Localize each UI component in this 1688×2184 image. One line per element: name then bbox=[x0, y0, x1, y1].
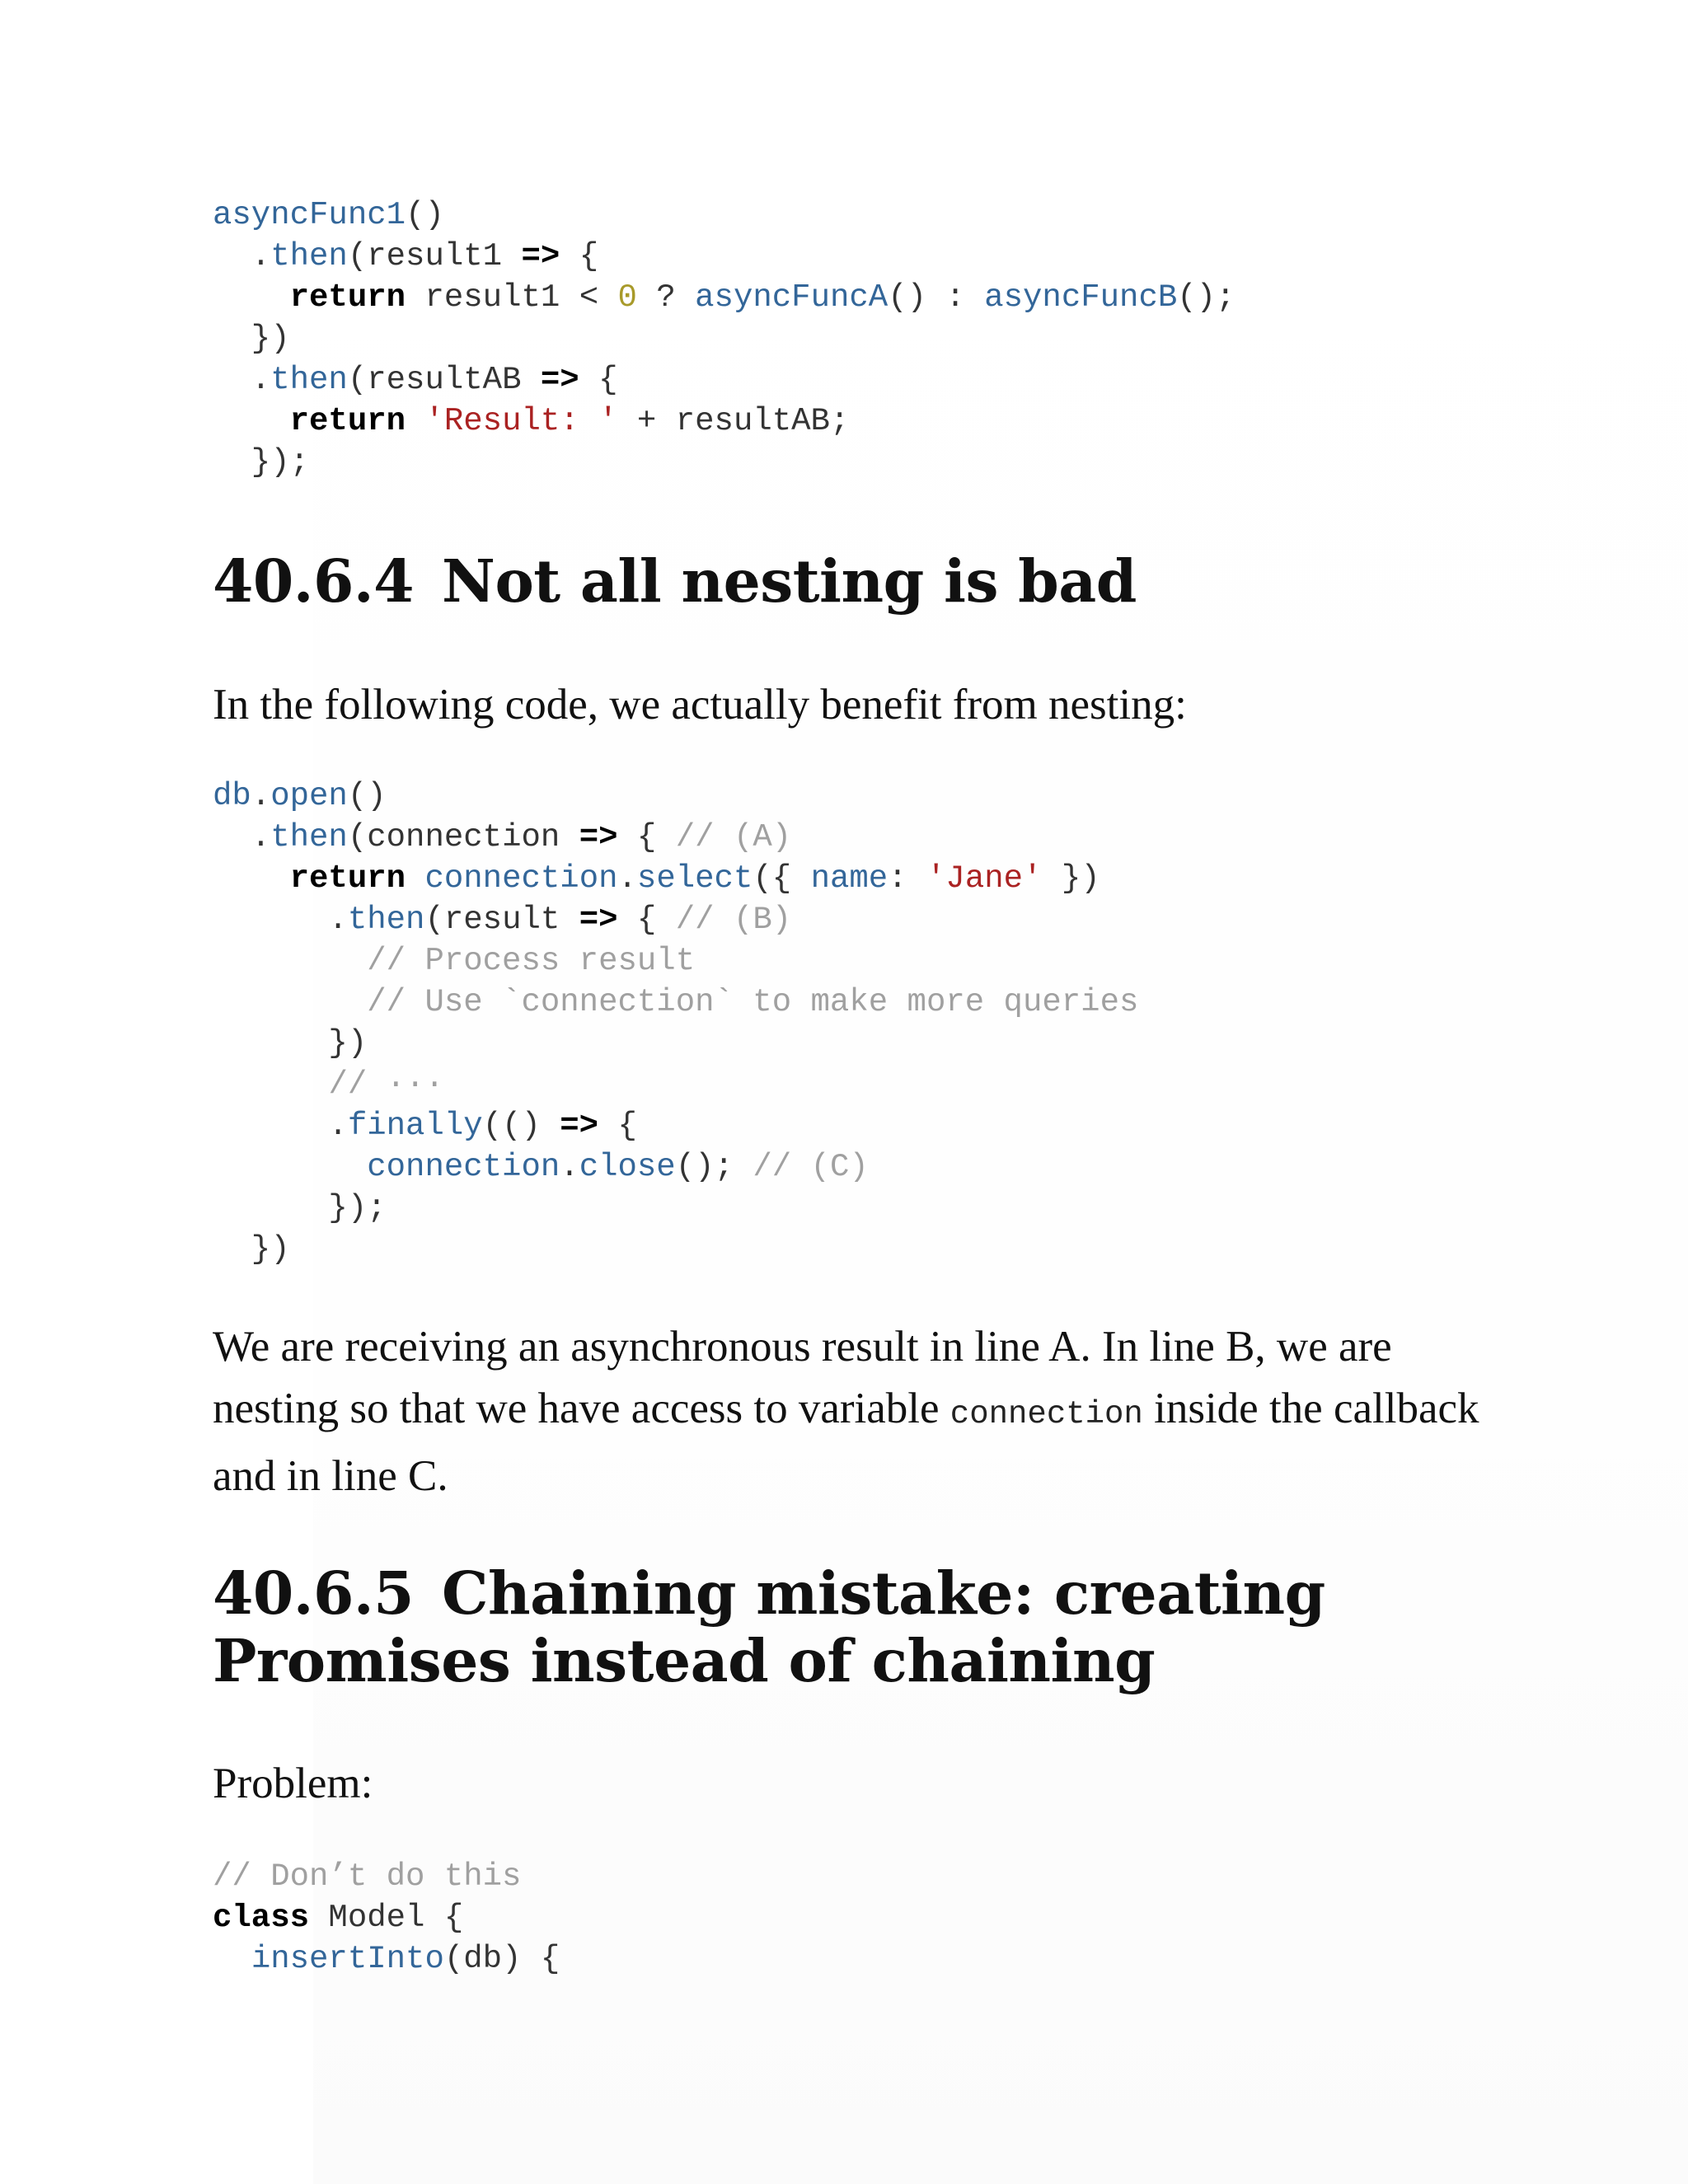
operator-token: => bbox=[560, 1108, 599, 1144]
identifier-token: connection bbox=[367, 1149, 560, 1185]
code-line bbox=[213, 318, 1235, 359]
plain-token: (); bbox=[1177, 279, 1236, 316]
comment-token: // Use `connection` to make more queries bbox=[367, 984, 1139, 1020]
inline-code-connection: connection bbox=[950, 1396, 1143, 1432]
plain-token: }) bbox=[213, 1025, 368, 1062]
plain-token: (resultAB bbox=[347, 362, 541, 398]
plain-token bbox=[213, 1149, 367, 1185]
plain-token: . bbox=[213, 238, 271, 274]
explanation-text-end: inside the callback and in line C. bbox=[213, 1385, 1479, 1500]
plain-token: Model { bbox=[309, 1900, 464, 1936]
code-block-async-chain bbox=[213, 194, 1235, 483]
code-line bbox=[213, 1856, 560, 1897]
string-token: 'Jane' bbox=[926, 860, 1043, 897]
comment-token: // (A) bbox=[675, 819, 792, 855]
plain-token: (result bbox=[424, 902, 579, 938]
plain-token: . bbox=[251, 778, 271, 814]
plain-token: { bbox=[617, 819, 676, 855]
plain-token: { bbox=[579, 362, 618, 398]
identifier-token: finally bbox=[347, 1108, 483, 1144]
keyword-token: return bbox=[289, 860, 406, 897]
comment-token: // Process result bbox=[367, 943, 696, 979]
code-line bbox=[213, 1938, 560, 1980]
problem-label: Problem: bbox=[213, 1760, 373, 1807]
plain-token bbox=[213, 1066, 328, 1103]
plain-token: . bbox=[560, 1149, 579, 1185]
plain-token: . bbox=[617, 860, 637, 897]
number-token: 0 bbox=[617, 279, 637, 316]
code-line bbox=[213, 982, 1138, 1023]
section-number: 40.6.4 bbox=[213, 546, 415, 616]
code-line bbox=[213, 1146, 1138, 1188]
section-heading-40-6-4 bbox=[213, 547, 1137, 615]
plain-token: (); bbox=[675, 1149, 753, 1185]
keyword-token: class bbox=[213, 1900, 310, 1936]
code-line bbox=[213, 776, 1138, 817]
identifier-token: select bbox=[636, 860, 753, 897]
code-line bbox=[213, 899, 1138, 940]
identifier-token: db bbox=[213, 778, 251, 814]
section-title: Not all nesting is bad bbox=[442, 546, 1137, 616]
section-number: 40.6.5 bbox=[213, 1558, 415, 1628]
plain-token bbox=[213, 860, 290, 897]
plain-token: () bbox=[347, 778, 387, 814]
code-line bbox=[213, 1105, 1138, 1146]
plain-token: () bbox=[406, 197, 444, 233]
operator-token: => bbox=[540, 362, 579, 398]
plain-token: }) bbox=[1042, 860, 1100, 897]
code-line bbox=[213, 1229, 1138, 1270]
operator-token: => bbox=[521, 238, 560, 274]
comment-token: // (B) bbox=[675, 902, 792, 938]
code-block-db-nesting bbox=[213, 776, 1138, 1270]
plain-token: : bbox=[888, 860, 927, 897]
code-line bbox=[213, 1188, 1138, 1229]
code-line bbox=[213, 194, 1235, 236]
identifier-token: connection bbox=[424, 860, 618, 897]
plain-token: { bbox=[617, 902, 676, 938]
code-line bbox=[213, 858, 1138, 899]
code-line bbox=[213, 277, 1235, 318]
code-line bbox=[213, 359, 1235, 401]
plain-token: . bbox=[213, 902, 348, 938]
section-heading-40-6-5 bbox=[213, 1559, 1325, 1694]
code-line bbox=[213, 940, 1138, 982]
comment-token: // ··· bbox=[328, 1066, 444, 1103]
plain-token bbox=[213, 403, 290, 439]
plain-token bbox=[406, 403, 424, 439]
identifier-token: then bbox=[347, 902, 425, 938]
plain-token bbox=[213, 1941, 251, 1977]
code-line bbox=[213, 401, 1235, 442]
plain-token bbox=[213, 943, 367, 979]
plain-token: (db) { bbox=[443, 1941, 560, 1977]
section-title-line1: Chaining mistake: creating bbox=[442, 1558, 1325, 1628]
plain-token: result1 < bbox=[406, 279, 618, 316]
explanation-paragraph bbox=[213, 1316, 1482, 1507]
identifier-token: then bbox=[270, 362, 348, 398]
plain-token: . bbox=[213, 1108, 348, 1144]
plain-token: () : bbox=[888, 279, 985, 316]
plain-token: (() bbox=[482, 1108, 560, 1144]
intro-paragraph: In the following code, we actually benefit from nesting: bbox=[213, 681, 1187, 729]
code-line bbox=[213, 817, 1138, 858]
plain-token: ? bbox=[636, 279, 696, 316]
section-title-line2: Promises instead of chaining bbox=[213, 1626, 1156, 1695]
keyword-token: return bbox=[289, 403, 406, 439]
plain-token: (connection bbox=[347, 819, 579, 855]
explanation-text-start: We are receiving an asynchronous result in line A. In line B, we are nesting so that we have access to variable bbox=[213, 1323, 1392, 1432]
plain-token: { bbox=[598, 1108, 637, 1144]
comment-token: // (C) bbox=[753, 1149, 869, 1185]
identifier-token: asyncFuncB bbox=[984, 279, 1178, 316]
plain-token: }) bbox=[213, 321, 290, 357]
code-line bbox=[213, 1023, 1138, 1064]
operator-token: => bbox=[579, 819, 618, 855]
identifier-token: open bbox=[270, 778, 348, 814]
identifier-token: then bbox=[270, 238, 348, 274]
keyword-token: return bbox=[289, 279, 406, 316]
plain-token: . bbox=[213, 362, 271, 398]
code-block-model-class bbox=[213, 1856, 560, 1980]
code-line bbox=[213, 1897, 560, 1938]
plain-token: }); bbox=[213, 444, 310, 480]
identifier-token: name bbox=[810, 860, 889, 897]
plain-token: (result1 bbox=[347, 238, 522, 274]
code-line bbox=[213, 236, 1235, 277]
identifier-token: insertInto bbox=[251, 1941, 444, 1977]
plain-token: { bbox=[560, 238, 599, 274]
identifier-token: asyncFunc1 bbox=[213, 197, 406, 233]
identifier-token: asyncFuncA bbox=[695, 279, 889, 316]
identifier-token: close bbox=[579, 1149, 676, 1185]
identifier-token: then bbox=[270, 819, 348, 855]
plain-token bbox=[213, 279, 290, 316]
string-token: 'Result: ' bbox=[424, 403, 618, 439]
plain-token: }); bbox=[213, 1190, 387, 1226]
comment-token: // Don’t do this bbox=[213, 1858, 522, 1895]
plain-token: + resultAB; bbox=[617, 403, 850, 439]
code-line bbox=[213, 442, 1235, 483]
plain-token bbox=[213, 984, 367, 1020]
code-line bbox=[213, 1064, 1138, 1105]
plain-token bbox=[406, 860, 424, 897]
plain-token: . bbox=[213, 819, 271, 855]
plain-token: ({ bbox=[753, 860, 811, 897]
plain-token: }) bbox=[213, 1231, 290, 1268]
operator-token: => bbox=[579, 902, 618, 938]
